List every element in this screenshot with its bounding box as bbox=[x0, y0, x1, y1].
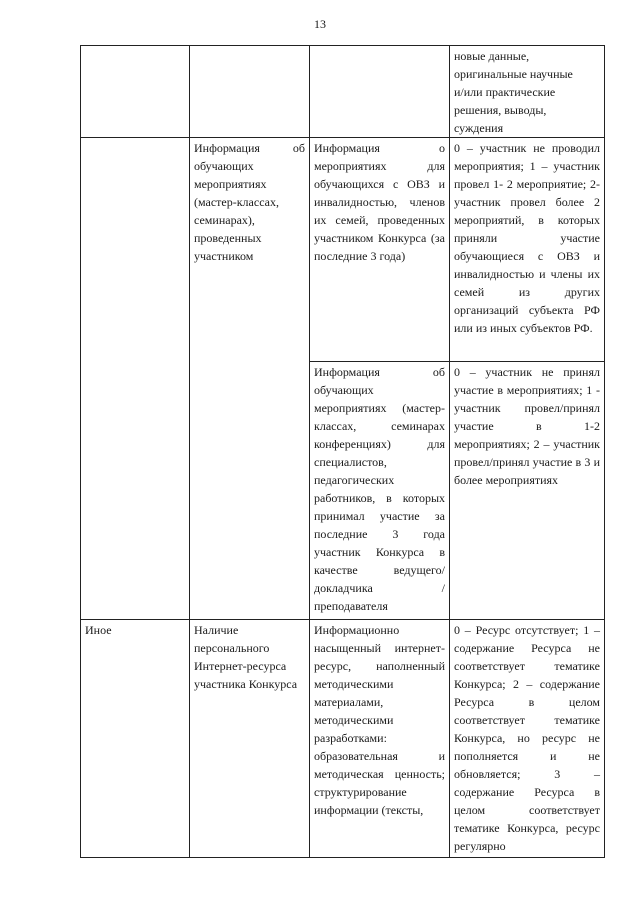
cell-score bbox=[450, 46, 605, 138]
cell-score: 0 – участник не принял участие в мероприятиях; 1 - участник провел/принял участие в 1-2 мероприятиях; 2 – участник провел/принял участие в 3 и более мероприятиях bbox=[450, 362, 605, 620]
cell-indicator: Информация об обучающих мероприятиях (мастер-классах, семинарах), проведенных участником bbox=[190, 138, 310, 620]
cell-indicator bbox=[190, 46, 310, 138]
criteria-table bbox=[80, 45, 605, 858]
page-number: 13 bbox=[314, 17, 326, 31]
cell-score: 0 – участник не проводил мероприятия; 1 – участник провел 1- 2 мероприятие; 2- участник провел более 2 мероприятий, в которых приняли участие обучающиеся с ОВЗ и инвалидностью и члены их семей из других организаций субъекта РФ или из иных субъектов РФ. bbox=[450, 138, 605, 362]
table-row bbox=[81, 46, 605, 138]
cell-section bbox=[81, 138, 190, 620]
cell-score: 0 – Ресурс отсутствует; 1 – содержание Ресурса не соответствует тематике Конкурса; 2 – содержание Ресурса в целом соответствует тематике Конкурса, но ресурс не пополняется и не обновляется; 3 – содержание Ресурса в целом соответствует тематике Конкурса, ресурс регулярно bbox=[450, 620, 605, 858]
cell-section bbox=[81, 46, 190, 138]
table-row bbox=[81, 620, 605, 858]
table-row bbox=[81, 138, 605, 362]
cell-criterion: Информационно насыщенный интернет-ресурс, наполненный методическими материалами, методическими разработками: образовательная и методическая ценность; структурирование информации (тексты, bbox=[310, 620, 450, 858]
score-text: новые данные, оригинальные научные и/или практические решения, выводы, суждения bbox=[454, 49, 573, 135]
cell-criterion bbox=[310, 46, 450, 138]
cell-section: Иное bbox=[81, 620, 190, 858]
cell-criterion: Информация об обучающих мероприятиях (мастер-классах, семинарах конференциях) для специалистов, педагогических работников, в которых принимал участие за последние 3 года участник Конкурса в качестве ведущего/докладчика /преподавателя bbox=[310, 362, 450, 620]
cell-indicator: Наличие персонального Интернет-ресурса участника Конкурса bbox=[190, 620, 310, 858]
cell-criterion: Информация о мероприятиях для обучающихся с ОВЗ и инвалидностью, членов их семей, проведенных участником Конкурса (за последние 3 года) bbox=[310, 138, 450, 362]
